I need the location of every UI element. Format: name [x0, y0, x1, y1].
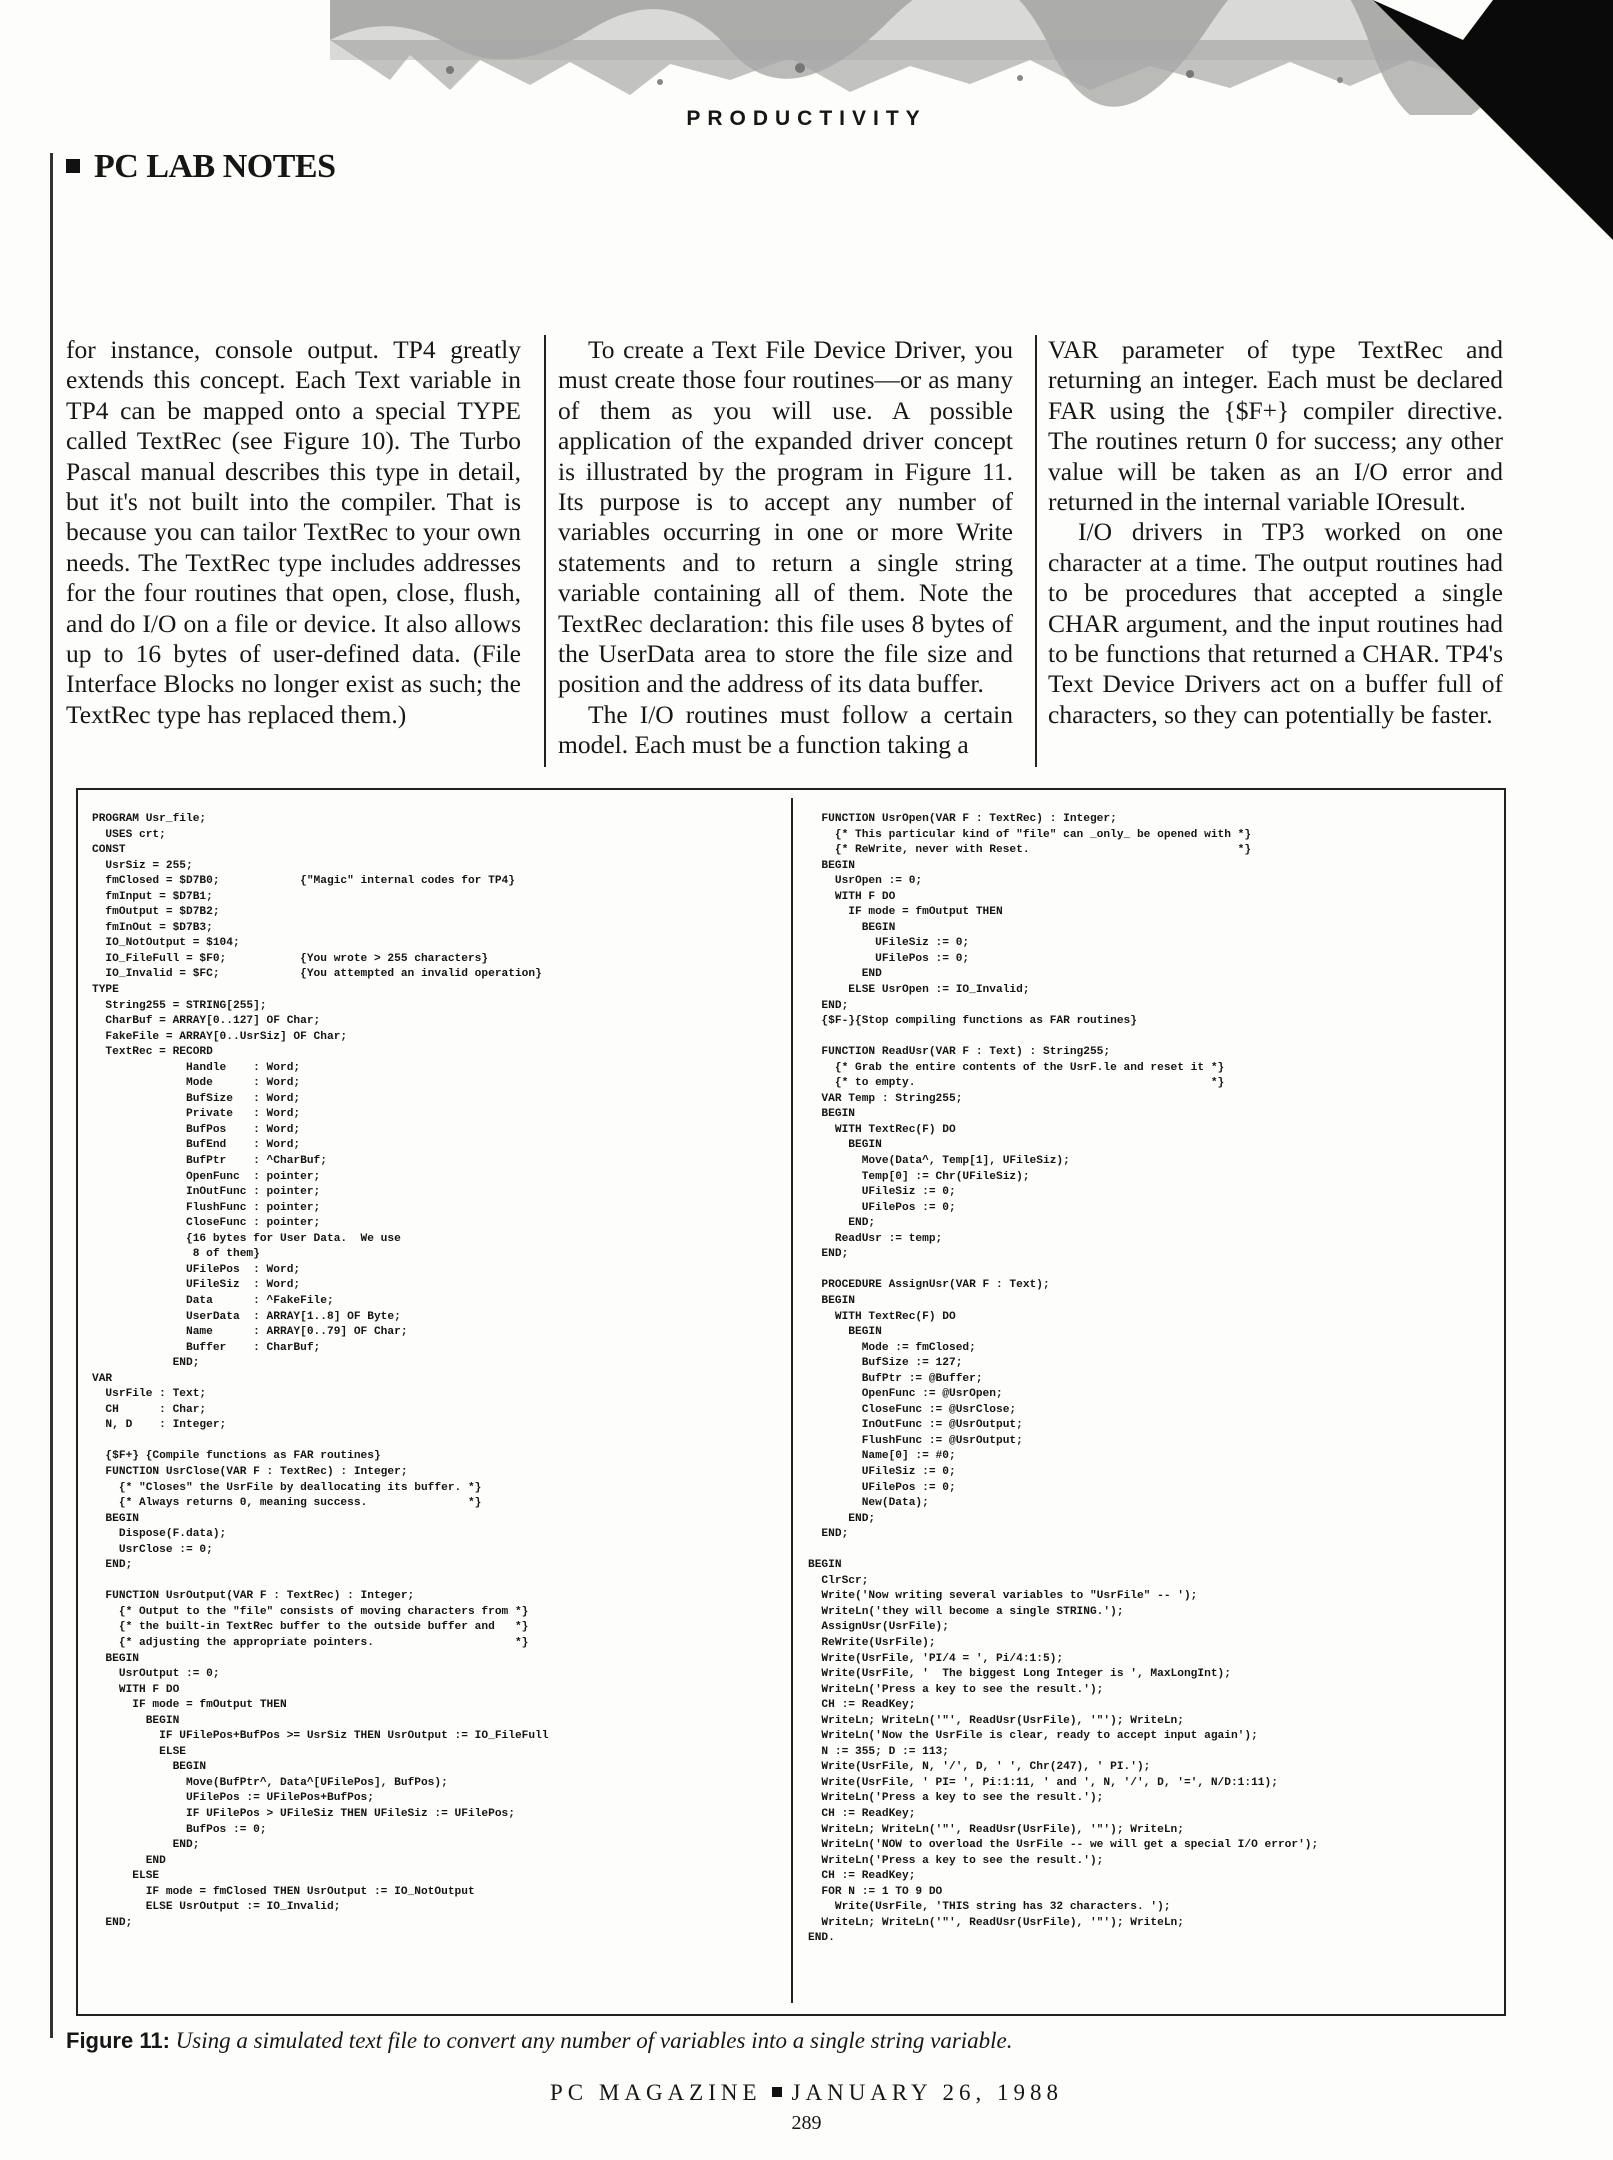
column-rule-1	[544, 335, 546, 767]
column-2-paragraph-1: To create a Text File Device Driver, you must create those four routines—or as many of them as you will use. A possible application of the expanded driver concept is illustrated by the program in Figure 11. Its purpose is to accept any number of variables occurring in one or more Write statements and to return a single string variable containing all of them. Note the TextRec declaration: this file uses 8 bytes of the UserData area to store the file size and position and the address of its data buffer.	[558, 335, 1013, 699]
footer-magazine: PC MAGAZINE	[550, 2080, 762, 2105]
figure-caption	[66, 2028, 1013, 2054]
figure-column-rule	[791, 798, 793, 2003]
column-rule-2	[1035, 335, 1037, 767]
figure-11-code-box	[76, 788, 1506, 2016]
page-footer	[0, 2080, 1613, 2106]
section-label: PRODUCTIVITY	[686, 107, 927, 130]
code-listing-left: PROGRAM Usr_file; USES crt; CONST UsrSiz = 255; fmClosed = $D7B0; {"Magic" internal codes for TP4} fmInput = $D7B1; fmOutput = $D7B2; fmInOut = $D7B3; IO_NotOutput = $104; IO_FileFull = $F0; {You wrote > 255 characters} IO_Invalid = $FC; {You attempted an invalid operation} TYPE String255 = STRING[255]; CharBuf = ARRAY[0..127] OF Char; FakeFile = ARRAY[0..UsrSiz] OF Char; TextRec = RECORD Handle : Word; Mode : Word; BufSize : Word; Private : Word; BufPos : Word; BufEnd : Word; BufPtr : ^CharBuf; OpenFunc : pointer; InOutFunc : pointer; FlushFunc : pointer; CloseFunc : pointer; {16 bytes for User Data. We use 8 of them} UFilePos : Word; UFileSiz : Word; Data : ^FakeFile; UserData : ARRAY[1..8] OF Byte; Name : ARRAY[0..79] OF Char; Buffer : CharBuf; END; VAR UsrFile : Text; CH : Char; N, D : Integer; {$F+} {Compile functions as FAR routines} FUNCTION UsrClose(VAR F : TextRec) : Integer; {* "Closes" the UsrFile by deallocating its buffer. *} {* Always returns 0, meaning success. *} BEGIN Dispose(F.data); UsrClose := 0; END; FUNCTION UsrOutput(VAR F : TextRec) : Integer; {* Output to the "file" consists of moving characters from *} {* the built-in TextRec buffer to the outside buffer and *} {* adjusting the appropriate pointers. *} BEGIN UsrOutput := 0; WITH F DO IF mode = fmOutput THEN BEGIN IF UFilePos+BufPos >= UsrSiz THEN UsrOutput := IO_FileFull ELSE BEGIN Move(BufPtr^, Data^[UFilePos], BufPos); UFilePos := UFilePos+BufPos; IF UFilePos > UFileSiz THEN UFileSiz := UFilePos; BufPos := 0; END; END ELSE IF mode = fmClosed THEN UsrOutput := IO_NotOutput ELSE UsrOutput := IO_Invalid; END;	[92, 813, 549, 1929]
heading-text: PC LAB NOTES	[94, 148, 336, 185]
footer-separator	[772, 2087, 782, 2097]
column-3-paragraph-1: VAR parameter of type TextRec and returning an integer. Each must be declared FAR using the {$F+} compiler directive. The routines return 0 for success; any other value will be taken as an I/O error and returned in the internal variable IOresult.	[1048, 335, 1503, 517]
text-column-2	[558, 335, 1013, 761]
footer-date: JANUARY 26, 1988	[791, 2080, 1063, 2105]
heading-bullet	[66, 159, 80, 173]
page-number: 289	[791, 2112, 822, 2134]
column-1-paragraph-1: for instance, console output. TP4 greatly extends this concept. Each Text variable in TP4 can be mapped onto a special TYPE called TextRec (see Figure 10). The Turbo Pascal manual describes this type in detail, but it's not built into the compiler. That is because you can tailor TextRec to your own needs. The TextRec type includes addresses for the four routines that open, close, flush, and do I/O on a file or device. It also allows up to 16 bytes of user-defined data. (File Interface Blocks no longer exist as such; the TextRec type has replaced them.)	[66, 335, 521, 729]
column-2-paragraph-2: The I/O routines must follow a certain model. Each must be a function taking a	[558, 699, 1013, 760]
column-3-paragraph-2: I/O drivers in TP3 worked on one character at a time. The output routines had to be procedures that accepted a single CHAR argument, and the input routines had to be functions that returned a CHAR. TP4's Text Device Drivers act on a buffer full of characters, so they can potentially be faster.	[1048, 517, 1503, 729]
grunge-texture-banner	[330, 0, 1540, 115]
page-heading	[66, 148, 336, 186]
text-column-1	[66, 335, 521, 730]
code-listing-right: FUNCTION UsrOpen(VAR F : TextRec) : Integer; {* This particular kind of "file" can _only_ be opened with *} {* ReWrite, never with Reset. *} BEGIN UsrOpen := 0; WITH F DO IF mode = fmOutput THEN BEGIN UFileSiz := 0; UFilePos := 0; END ELSE UsrOpen := IO_Invalid; END; {$F-}{Stop compiling functions as FAR routines} FUNCTION ReadUsr(VAR F : Text) : String255; {* Grab the entire contents of the UsrF.le and reset it *} {* to empty. *} VAR Temp : String255; BEGIN WITH TextRec(F) DO BEGIN Move(Data^, Temp[1], UFileSiz); Temp[0] := Chr(UFileSiz); UFileSiz := 0; UFilePos := 0; END; ReadUsr := temp; END; PROCEDURE AssignUsr(VAR F : Text); BEGIN WITH TextRec(F) DO BEGIN Mode := fmClosed; BufSize := 127; BufPtr := @Buffer; OpenFunc := @UsrOpen; CloseFunc := @UsrClose; InOutFunc := @UsrOutput; FlushFunc := @UsrOutput; Name[0] := #0; UFileSiz := 0; UFilePos := 0; New(Data); END; END; BEGIN ClrScr; Write('Now writing several variables to "UsrFile" -- '); WriteLn('they will become a single STRING.'); AssignUsr(UsrFile); ReWrite(UsrFile); Write(UsrFile, 'PI/4 = ', Pi/4:1:5); Write(UsrFile, ' The biggest Long Integer is ', MaxLongInt); WriteLn('Press a key to see the result.'); CH := ReadKey; WriteLn; WriteLn('"', ReadUsr(UsrFile), '"'); WriteLn; WriteLn('Now the UsrFile is clear, ready to accept input again'); N := 355; D := 113; Write(UsrFile, N, '/', D, ' ', Chr(247), ' PI.'); Write(UsrFile, ' PI= ', Pi:1:11, ' and ', N, '/', D, '=', N/D:1:11); WriteLn('Press a key to see the result.'); CH := ReadKey; WriteLn; WriteLn('"', ReadUsr(UsrFile), '"'); WriteLn; WriteLn('NOW to overload the UsrFile -- we will get a special I/O error'); WriteLn('Press a key to see the result.'); CH := ReadKey; FOR N := 1 TO 9 DO Write(UsrFile, 'THIS string has 32 characters. '); WriteLn; WriteLn('"', ReadUsr(UsrFile), '"'); WriteLn; END.	[808, 813, 1319, 1945]
caption-text: Using a simulated text file to convert any number of variables into a single string variable.	[175, 2028, 1013, 2053]
text-column-3	[1048, 335, 1503, 730]
caption-label: Figure 11:	[66, 2028, 170, 2053]
margin-rule	[50, 153, 53, 2038]
